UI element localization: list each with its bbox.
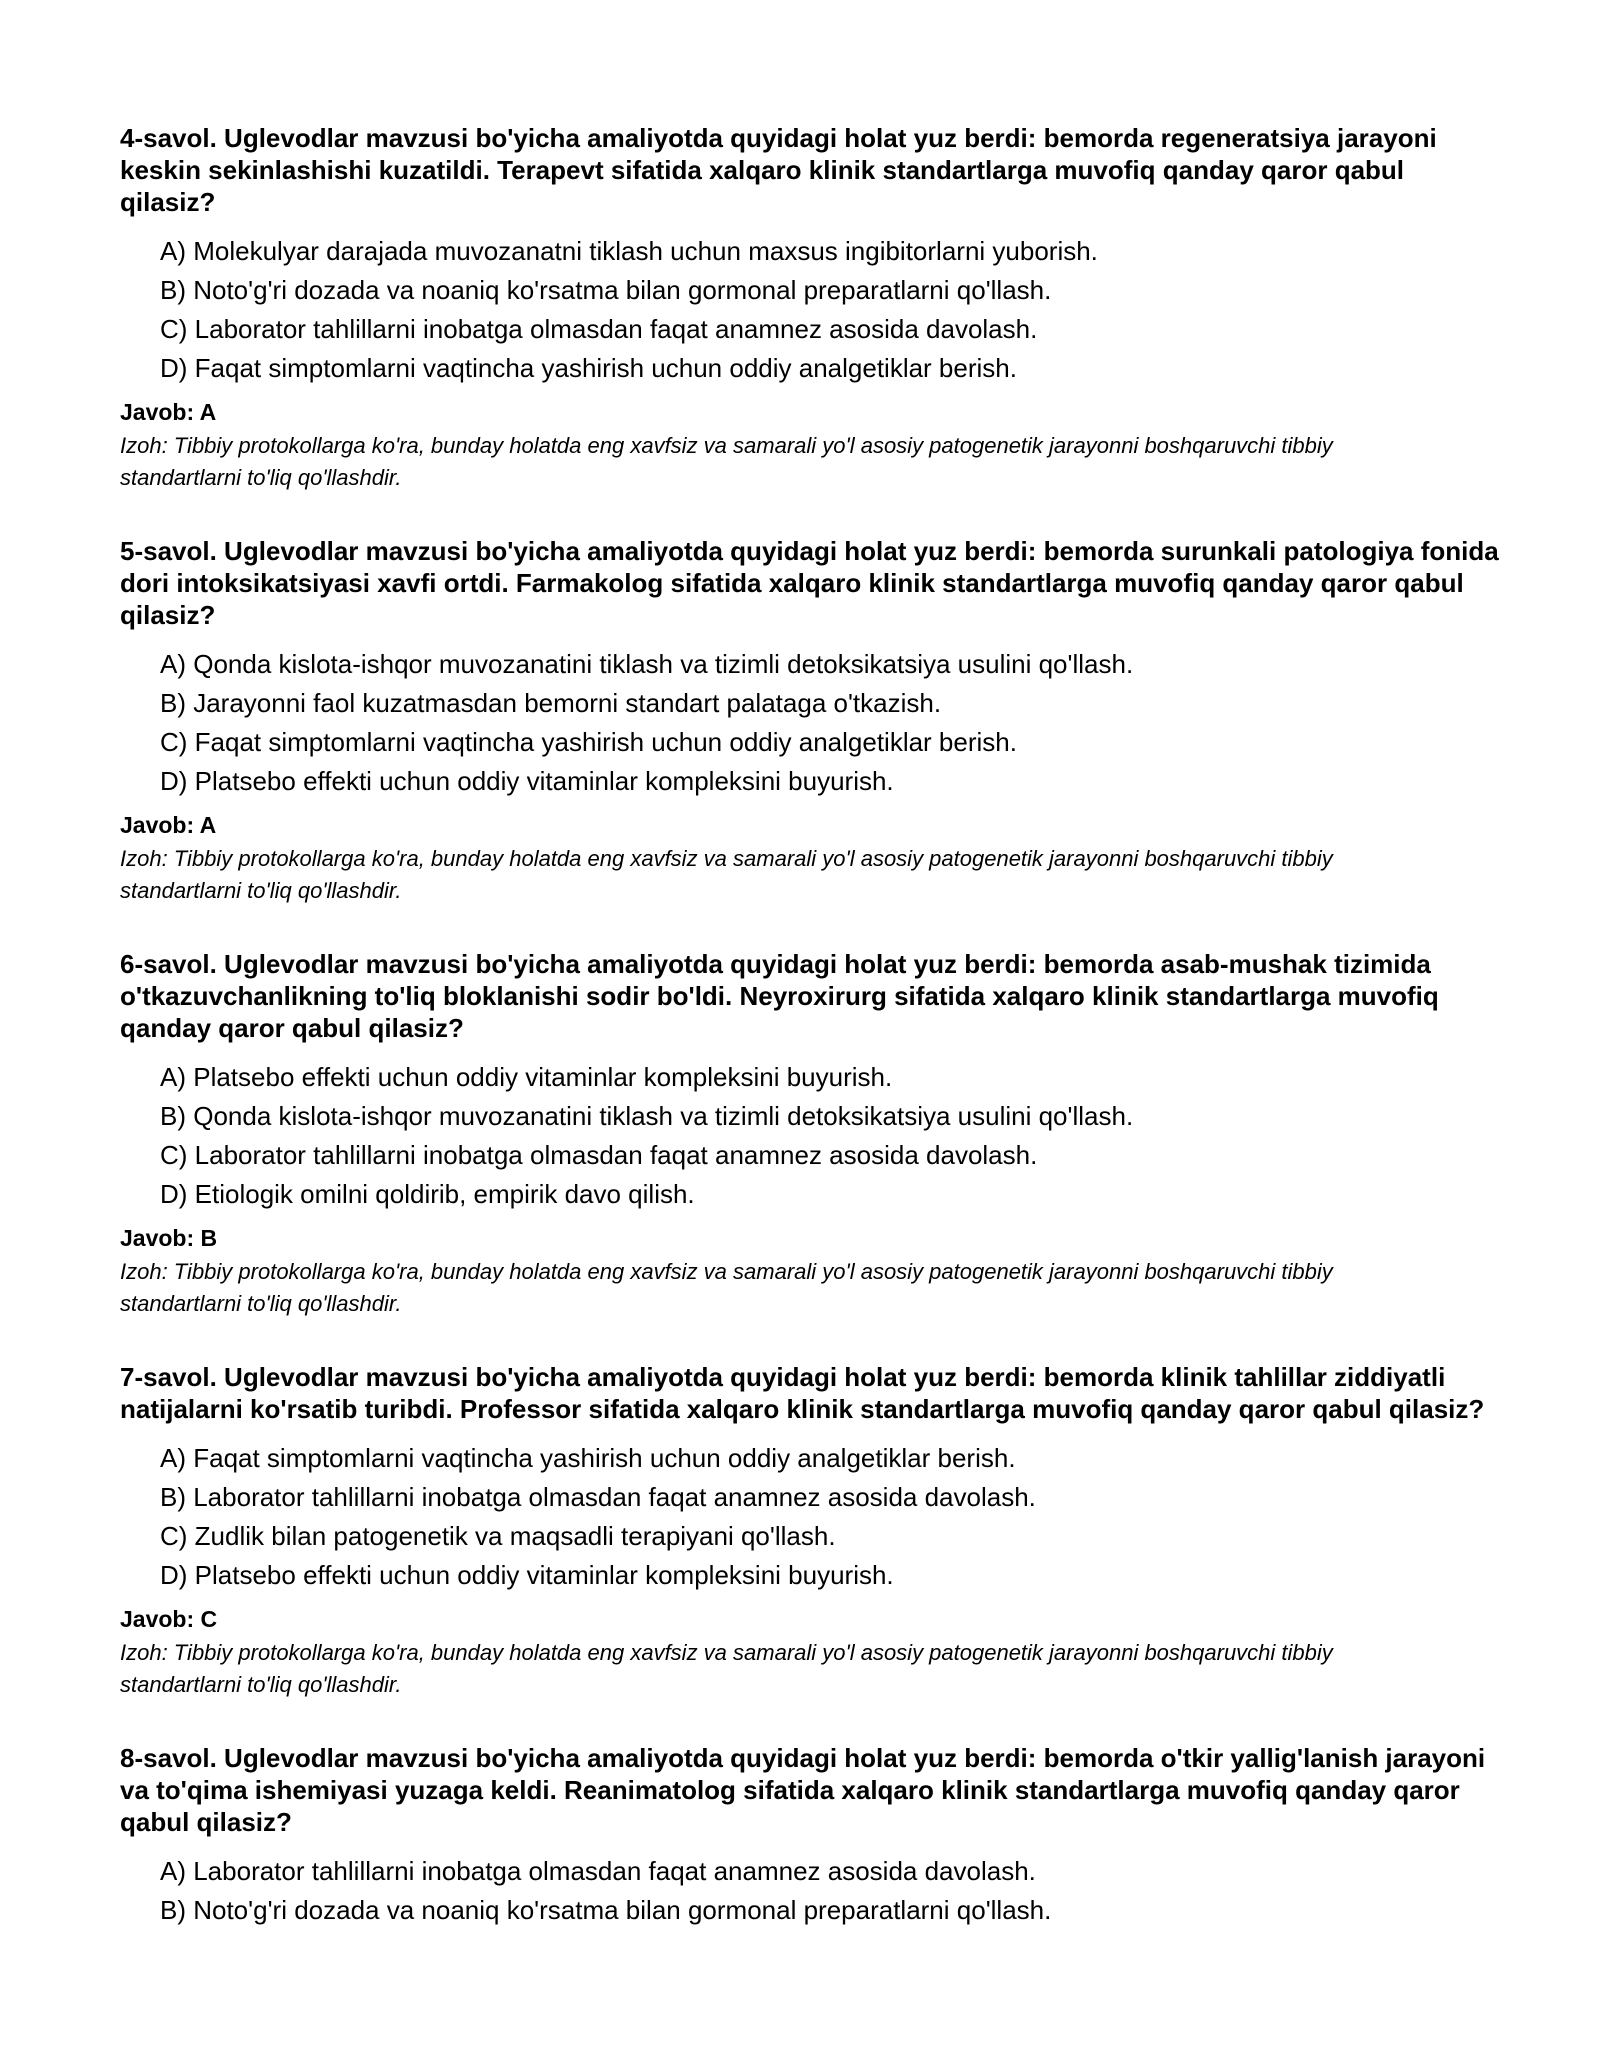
explanation-note: Izoh: Tibbiy protokollarga ko'ra, bunday holatda eng xavfsiz va samarali yo'l asosiy patogenetik jarayonni boshqaruvchi tibbiy standartlarni to'liq qo'llashdir. xyxy=(120,433,1333,490)
option-a: A) Laborator tahlillarni inobatga olmasdan faqat anamnez asosida davolash. xyxy=(160,1856,1036,1886)
question-text: 7-savol. Uglevodlar mavzusi bo'yicha amaliyotda quyidagi holat yuz berdi: bemorda klinik tahlillar ziddiyatli natijalarni ko'rsatib turibdi. Professor sifatida xalqaro klinik standartlarga muvofiq qanday qaror qabul qilasiz? xyxy=(120,1362,1485,1424)
option-list xyxy=(120,232,1500,388)
option-d: D) Platsebo effekti uchun oddiy vitaminlar kompleksini buyurish. xyxy=(160,766,894,796)
option-b: B) Qonda kislota-ishqor muvozanatini tiklash va tizimli detoksikatsiya usulini qo'llash. xyxy=(160,1101,1134,1131)
option-b: B) Noto'g'ri dozada va noaniq ko'rsatma bilan gormonal preparatlarni qo'llash. xyxy=(160,1895,1052,1925)
answer-label: Javob: C xyxy=(120,1606,218,1632)
option-d: D) Platsebo effekti uchun oddiy vitaminlar kompleksini buyurish. xyxy=(160,1560,894,1590)
question-text: 6-savol. Uglevodlar mavzusi bo'yicha amaliyotda quyidagi holat yuz berdi: bemorda asab-mushak tizimida o'tkazuvchanlikning to'liq bloklanishi sodir bo'ldi. Neyroxirurg sifatida xalqaro klinik standartlarga muvofiq qanday qaror qabul qilasiz? xyxy=(120,949,1439,1043)
document-page xyxy=(120,122,1500,1971)
option-list xyxy=(120,645,1500,801)
option-b: B) Laborator tahlillarni inobatga olmasdan faqat anamnez asosida davolash. xyxy=(160,1482,1036,1512)
option-d: D) Etiologik omilni qoldirib, empirik davo qilish. xyxy=(160,1179,695,1209)
question-6 xyxy=(120,948,1500,1320)
explanation-note: Izoh: Tibbiy protokollarga ko'ra, bunday holatda eng xavfsiz va samarali yo'l asosiy patogenetik jarayonni boshqaruvchi tibbiy standartlarni to'liq qo'llashdir. xyxy=(120,846,1333,903)
option-c: C) Laborator tahlillarni inobatga olmasdan faqat anamnez asosida davolash. xyxy=(160,1140,1038,1170)
option-d: D) Faqat simptomlarni vaqtincha yashirish uchun oddiy analgetiklar berish. xyxy=(160,353,1017,383)
option-c: C) Laborator tahlillarni inobatga olmasdan faqat anamnez asosida davolash. xyxy=(160,314,1038,344)
question-4 xyxy=(120,122,1500,494)
question-text: 8-savol. Uglevodlar mavzusi bo'yicha amaliyotda quyidagi holat yuz berdi: bemorda o'tkir yallig'lanish jarayoni va to'qima ishemiyasi yuzaga keldi. Reanimatolog sifatida xalqaro klinik standartlarga muvofiq qanday qaror qabul qilasiz? xyxy=(120,1743,1486,1837)
question-text: 4-savol. Uglevodlar mavzusi bo'yicha amaliyotda quyidagi holat yuz berdi: bemorda regeneratsiya jarayoni keskin sekinlashishi kuzatildi. Terapevt sifatida xalqaro klinik standartlarga muvofiq qanday qaror qabul qilasiz? xyxy=(120,123,1437,217)
option-c: C) Faqat simptomlarni vaqtincha yashirish uchun oddiy analgetiklar berish. xyxy=(160,727,1017,757)
option-a: A) Qonda kislota-ishqor muvozanatini tiklash va tizimli detoksikatsiya usulini qo'llash. xyxy=(160,649,1134,679)
question-8 xyxy=(120,1742,1500,1930)
question-7 xyxy=(120,1361,1500,1701)
question-5 xyxy=(120,535,1500,907)
answer-label: Javob: B xyxy=(120,1225,218,1251)
option-a: A) Molekulyar darajada muvozanatni tiklash uchun maxsus ingibitorlarni yuborish. xyxy=(160,236,1098,266)
explanation-note: Izoh: Tibbiy protokollarga ko'ra, bunday holatda eng xavfsiz va samarali yo'l asosiy patogenetik jarayonni boshqaruvchi tibbiy standartlarni to'liq qo'llashdir. xyxy=(120,1259,1333,1316)
option-c: C) Zudlik bilan patogenetik va maqsadli terapiyani qo'llash. xyxy=(160,1521,836,1551)
option-a: A) Platsebo effekti uchun oddiy vitaminlar kompleksini buyurish. xyxy=(160,1062,893,1092)
answer-label: Javob: A xyxy=(120,812,217,838)
option-list xyxy=(120,1852,1500,1930)
answer-label: Javob: A xyxy=(120,399,217,425)
explanation-note: Izoh: Tibbiy protokollarga ko'ra, bunday holatda eng xavfsiz va samarali yo'l asosiy patogenetik jarayonni boshqaruvchi tibbiy standartlarni to'liq qo'llashdir. xyxy=(120,1640,1333,1697)
question-text: 5-savol. Uglevodlar mavzusi bo'yicha amaliyotda quyidagi holat yuz berdi: bemorda surunkali patologiya fonida dori intoksikatsiyasi xavfi ortdi. Farmakolog sifatida xalqaro klinik standartlarga muvofiq qanday qaror qabul qilasiz? xyxy=(120,536,1499,630)
option-b: B) Jarayonni faol kuzatmasdan bemorni standart palataga o'tkazish. xyxy=(160,688,942,718)
option-b: B) Noto'g'ri dozada va noaniq ko'rsatma bilan gormonal preparatlarni qo'llash. xyxy=(160,275,1052,305)
option-a: A) Faqat simptomlarni vaqtincha yashirish uchun oddiy analgetiklar berish. xyxy=(160,1443,1016,1473)
option-list xyxy=(120,1439,1500,1595)
option-list xyxy=(120,1058,1500,1214)
